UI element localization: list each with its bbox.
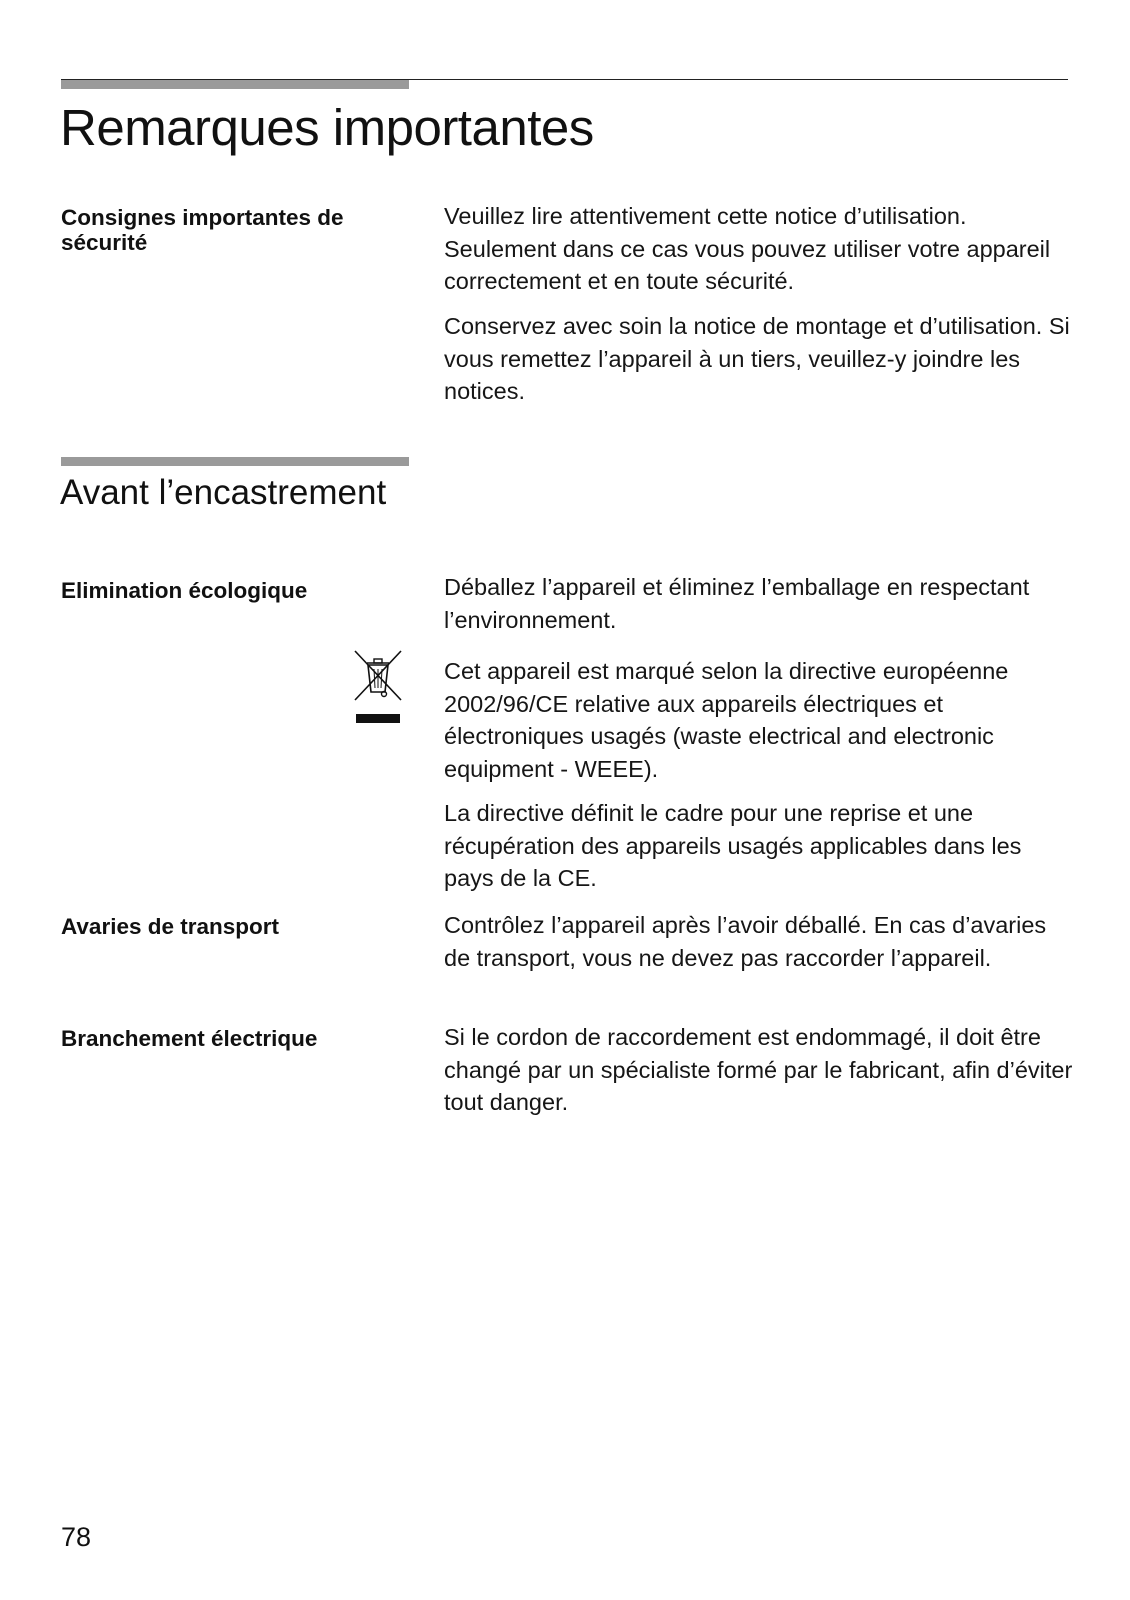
weee-crossed-bin-icon [352,648,404,724]
disposal-paragraph-3: La directive définit le cadre pour une reprise et une récupération des appareils usagés applicables dans les pays de la CE. [444,800,1022,891]
section-rule-thick [61,457,409,466]
header-rule-thick [61,80,409,89]
section-title-avant-encastrement: Avant l’encastrement [60,473,387,512]
safety-label: Consignes importantes de sécurité [61,205,344,255]
disposal-label: Elimination écologique [61,578,308,603]
electrical-label: Branchement électrique [61,1026,318,1051]
safety-paragraph-2: Conservez avec soin la notice de montage et d’utilisation. Si vous remettez l’appareil à un tiers, veuillez-y joindre les notices. [444,313,1070,404]
transport-paragraph: Contrôlez l’appareil après l’avoir déballé. En cas d’avaries de transport, vous ne devez pas raccorder l’appareil. [444,912,1047,971]
disposal-paragraph-2: Cet appareil est marqué selon la directive européenne 2002/96/CE relative aux appareils électriques et électroniques usagés (waste electrical and electronic equipment - WEEE). [444,658,1009,782]
page-title: Remarques importantes [60,99,594,156]
disposal-paragraph-1: Déballez l’appareil et éliminez l’emballage en respectant l’environnement. [444,574,1030,633]
electrical-paragraph: Si le cordon de raccordement est endommagé, il doit être changé par un spécialiste formé par le fabricant, afin d’éviter tout danger. [444,1024,1073,1115]
safety-paragraph-1: Veuillez lire attentivement cette notice d’utilisation. Seulement dans ce cas vous pouvez utiliser votre appareil correctement et en toute sécurité. [444,203,1051,294]
page-number: 78 [61,1522,92,1552]
transport-label: Avaries de transport [61,914,279,939]
